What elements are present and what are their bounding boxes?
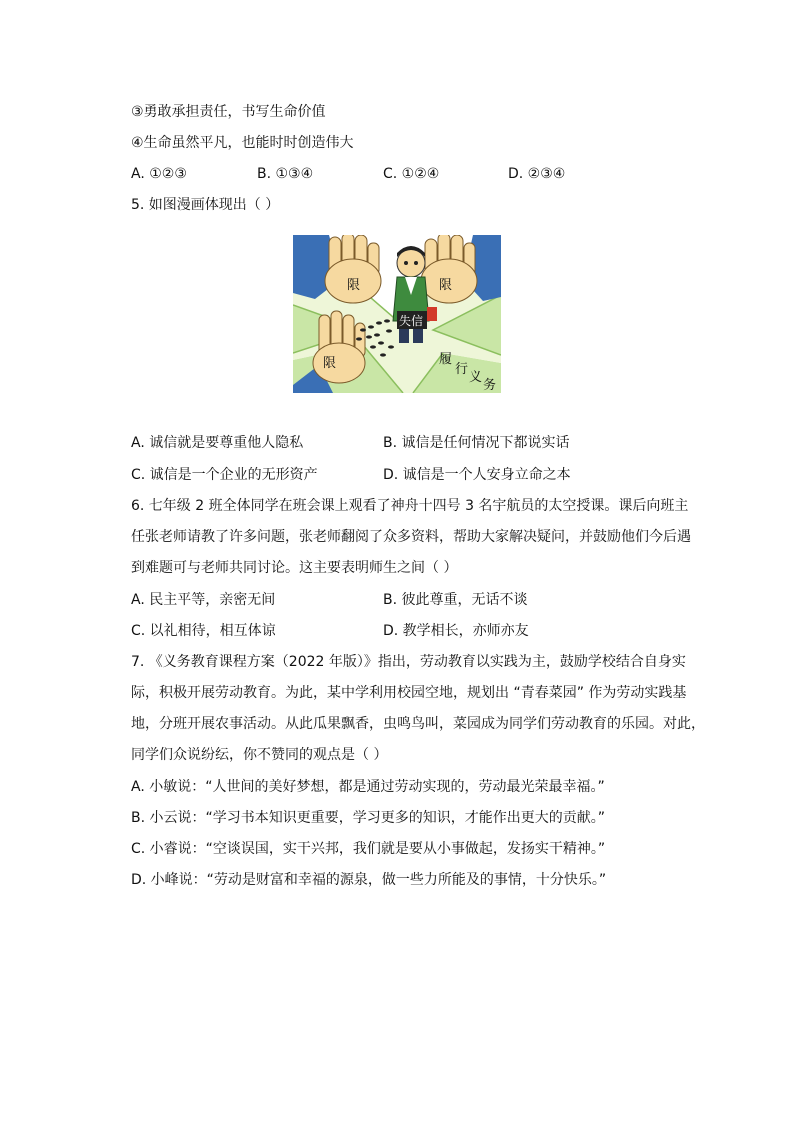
cartoon-label-limit-1: 限 [347, 278, 361, 293]
q7-option-a: A. 小敏说：“人世间的美好梦想，都是通过劳动实现的，劳动最光荣最幸福。” [131, 779, 605, 795]
q4-option-d: D. ②③④ [508, 166, 566, 182]
q5-option-c: C. 诚信是一个企业的无形资产 [131, 467, 318, 483]
q7-option-d: D. 小峰说：“劳动是财富和幸福的源泉，做一些力所能及的事情，十分快乐。” [131, 872, 607, 888]
q7-stem-line-3: 地，分班开展农事活动。从此瓜果飘香，虫鸣鸟叫，菜园成为同学们劳动教育的乐园。对此， [131, 716, 705, 732]
q4-option-a: A. ①②③ [131, 166, 187, 182]
cartoon-label-dishonest: 失信 [399, 314, 424, 328]
q7-option-b: B. 小云说：“学习书本知识更重要，学习更多的知识，才能作出更大的贡献。” [131, 810, 606, 826]
q7-stem-line-1: 7. 《义务教育课程方案（2022 年版）》指出，劳动教育以实践为主，鼓励学校结合自身实 [131, 654, 686, 670]
q5-stem: 5. 如图漫画体现出（ ） [131, 197, 280, 213]
q6-stem-line-3: 到难题可与老师共同讨论。这主要表明师生之间（ ） [131, 560, 458, 576]
cartoon-label-limit-2: 限 [439, 278, 453, 293]
q5-option-d: D. 诚信是一个人安身立命之本 [383, 467, 571, 483]
cartoon-label-limit-3: 限 [323, 356, 337, 371]
q4-statement-3: ③勇敢承担责任，书写生命价值 [131, 104, 326, 120]
q7-stem-line-4: 同学们众说纷纭，你不赞同的观点是（ ） [131, 747, 388, 763]
q5-option-b: B. 诚信是任何情况下都说实话 [383, 435, 570, 451]
q4-statement-4: ④生命虽然平凡，也能时时创造伟大 [131, 135, 354, 151]
q6-option-c: C. 以礼相待，相互体谅 [131, 623, 276, 639]
q5-option-a: A. 诚信就是要尊重他人隐私 [131, 435, 304, 451]
cartoon-label-duty-2: 行 [455, 362, 469, 377]
q7-stem-line-2: 际，积极开展劳动教育。为此，某中学利用校园空地，规划出 “青春菜园” 作为劳动实践基 [131, 685, 687, 701]
cartoon-label-duty-1: 履 [439, 352, 453, 367]
cartoon-label-duty-4: 务 [483, 378, 497, 393]
q4-option-b: B. ①③④ [257, 166, 314, 182]
q6-stem-line-2: 任张老师请教了许多问题，张老师翻阅了众多资料，帮助大家解决疑问，并鼓励他们今后遇 [131, 529, 691, 545]
q6-option-b: B. 彼此尊重，无话不谈 [383, 592, 528, 608]
q6-option-d: D. 教学相长，亦师亦友 [383, 623, 529, 639]
q4-option-c: C. ①②④ [383, 166, 440, 182]
q7-option-c: C. 小睿说：“空谈误国，实干兴邦，我们就是要从小事做起，发扬实干精神。” [131, 841, 606, 857]
q6-option-a: A. 民主平等，亲密无间 [131, 592, 276, 608]
cartoon-label-duty-3: 义 [469, 370, 483, 385]
q6-stem-line-1: 6. 七年级 2 班全体同学在班会课上观看了神舟十四号 3 名宇航员的太空授课。课后向班主 [131, 498, 689, 514]
cartoon-image [293, 235, 501, 393]
